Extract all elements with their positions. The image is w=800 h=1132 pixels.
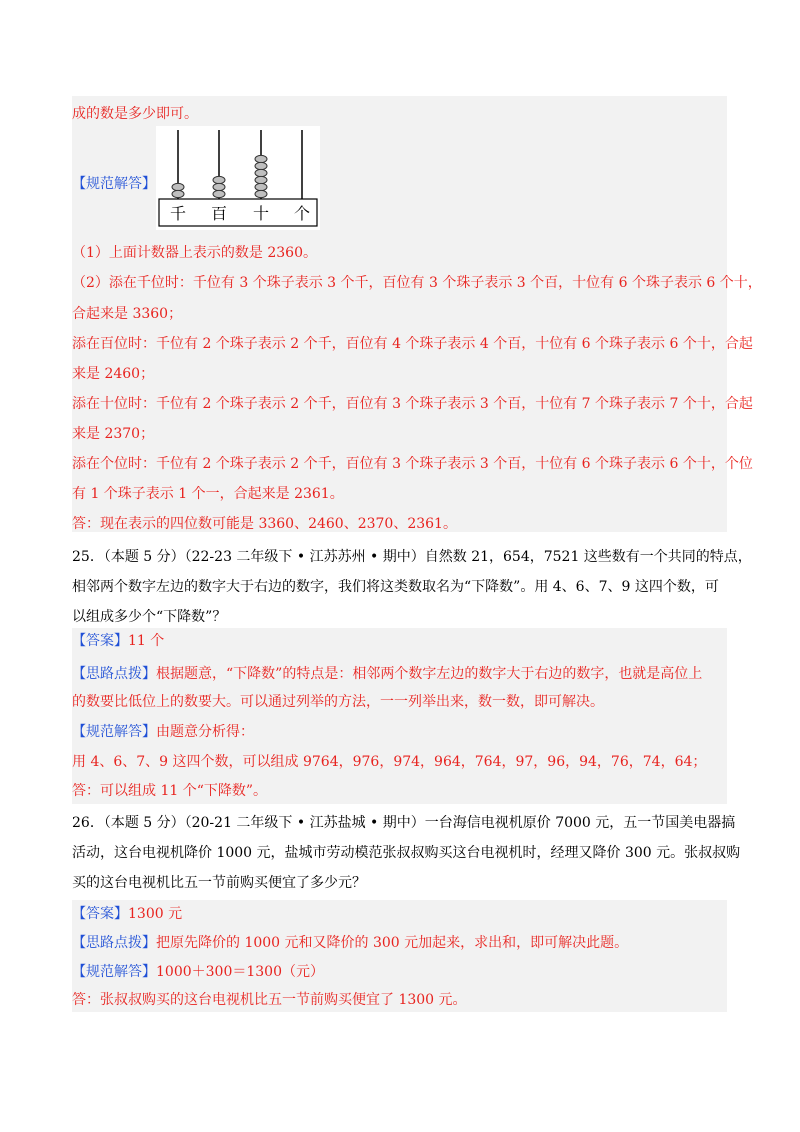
q26-question: [72, 806, 741, 898]
q25-solution-row: [72, 721, 254, 741]
q26-hint: 把原先降价的 1000 元和又降价的 300 元加起来，求出和，即可解决此题。: [156, 935, 629, 951]
q24-final-answer: 答：现在表示的四位数可能是 3360、2460、2370、2361。: [72, 516, 457, 532]
bead-hundreds: [213, 176, 225, 183]
bead-thousands: [172, 190, 184, 197]
q25-final-answer: 答：可以组成 11 个“下降数”。: [72, 783, 268, 799]
q25-question-line-3: 以组成多少个“下降数”？: [72, 609, 227, 625]
place-label-hundreds: 百: [210, 204, 228, 223]
bead-tens: [255, 162, 267, 169]
bead-thousands: [172, 183, 184, 190]
q24-line-5b: 有 1 个珠子表示 1 个一，合起来是 2361。: [72, 486, 344, 502]
q24-line-5a: 添在个位时：千位有 2 个珠子表示 2 个千，百位有 3 个珠子表示 3 个百，十位有 6 个珠子表示 6 个十，个位: [72, 456, 753, 472]
q26-question-line-3: 买的这台电视机比五一节前购买便宜了多少元？: [72, 875, 366, 891]
answer-tag: 【答案】: [72, 906, 128, 922]
q25-final-block: [72, 778, 727, 804]
place-label-ones: 个: [293, 204, 311, 223]
q25-answer: 11 个: [128, 633, 165, 649]
bead-tens: [255, 176, 267, 183]
q25-question-line-1: 25．（本题 5 分）（22-23 二年级下 • 江苏苏州 • 期中）自然数 21，654，7521 这些数有一个共同的特点，: [72, 549, 752, 565]
q24-line-2b: 合起来是 3360；: [72, 306, 183, 322]
q25-question-line-2: 相邻两个数字左边的数字大于右边的数字，我们将这类数取名为“下降数”。用 4、6、7、9 这四个数，可: [72, 579, 719, 595]
abacus-drawing: [156, 126, 320, 230]
q26-question-line-1: 26．（本题 5 分）（20-21 二年级下 • 江苏盐城 • 期中）一台海信电视机原价 7000 元，五一节国美电器搞: [72, 815, 736, 831]
q24-line-4a: 添在十位时：千位有 2 个珠子表示 2 个千，百位有 3 个珠子表示 3 个百，十位有 7 个珠子表示 7 个十，合起: [72, 396, 753, 412]
abacus-figure: [156, 126, 320, 230]
q24-line-2a: （2）添在千位时：千位有 3 个珠子表示 3 个千，百位有 3 个珠子表示 3 个百，十位有 6 个珠子表示 6 个十，: [72, 275, 762, 291]
q25-hint-line-1: 根据题意，“下降数”的特点是：相邻两个数字左边的数字大于右边的数字，也就是高位上: [156, 666, 703, 682]
bead-tens: [255, 190, 267, 197]
hint-tag: 【思路点拨】: [72, 935, 156, 951]
q26-answer: 1300 元: [128, 906, 183, 922]
q26-solution: 1000＋300＝1300（元）: [156, 964, 324, 980]
q24-continued-line: 成的数是多少即可。: [72, 106, 198, 122]
q25-solution-line-1: 由题意分析得：: [156, 724, 254, 740]
bead-tens: [255, 169, 267, 176]
hint-tag: 【思路点拨】: [72, 666, 156, 682]
q24-solution-tag: 【规范解答】: [72, 176, 156, 192]
solution-tag: 【规范解答】: [72, 964, 156, 980]
q25-solution-line-2: 用 4、6、7、9 这四个数，可以组成 9764，976，974，964，764，97，96，94，76，74，64；: [72, 754, 707, 770]
q25-solution-block: [72, 628, 727, 778]
bead-hundreds: [213, 183, 225, 190]
q24-line-3b: 来是 2460；: [72, 366, 155, 382]
q25-answer-row: [72, 630, 164, 650]
q25-hint-row: [72, 663, 702, 683]
bead-tens: [255, 155, 267, 162]
q26-solution-block: [72, 900, 727, 1012]
bead-tens: [255, 183, 267, 190]
bead-hundreds: [213, 190, 225, 197]
q25-hint-line-2: 的数要比低位上的数要大。可以通过列举的方法，一一列举出来，数一数，即可解决。: [72, 694, 604, 710]
answer-tag: 【答案】: [72, 633, 128, 649]
q26-answer-row: [72, 903, 182, 923]
q26-final-answer: 答：张叔叔购买的这台电视机比五一节前购买便宜了 1300 元。: [72, 992, 467, 1008]
place-label-tens: 十: [252, 204, 270, 223]
q24-line-4b: 来是 2370；: [72, 426, 155, 442]
q26-hint-row: [72, 932, 628, 952]
q25-question: [72, 538, 752, 630]
solution-tag: 【规范解答】: [72, 724, 156, 740]
q26-question-line-2: 活动，这台电视机降价 1000 元，盐城市劳动模范张叔叔购买这台电视机时，经理又降价 300 元。张叔叔购: [72, 845, 741, 861]
q26-solution-row: [72, 961, 324, 981]
q24-line-1: （1）上面计数器上表示的数是 2360。: [72, 245, 317, 261]
place-label-thousands: 千: [169, 204, 187, 223]
q24-line-3a: 添在百位时：千位有 2 个珠子表示 2 个千，百位有 4 个珠子表示 4 个百，十位有 6 个珠子表示 6 个十，合起: [72, 336, 753, 352]
